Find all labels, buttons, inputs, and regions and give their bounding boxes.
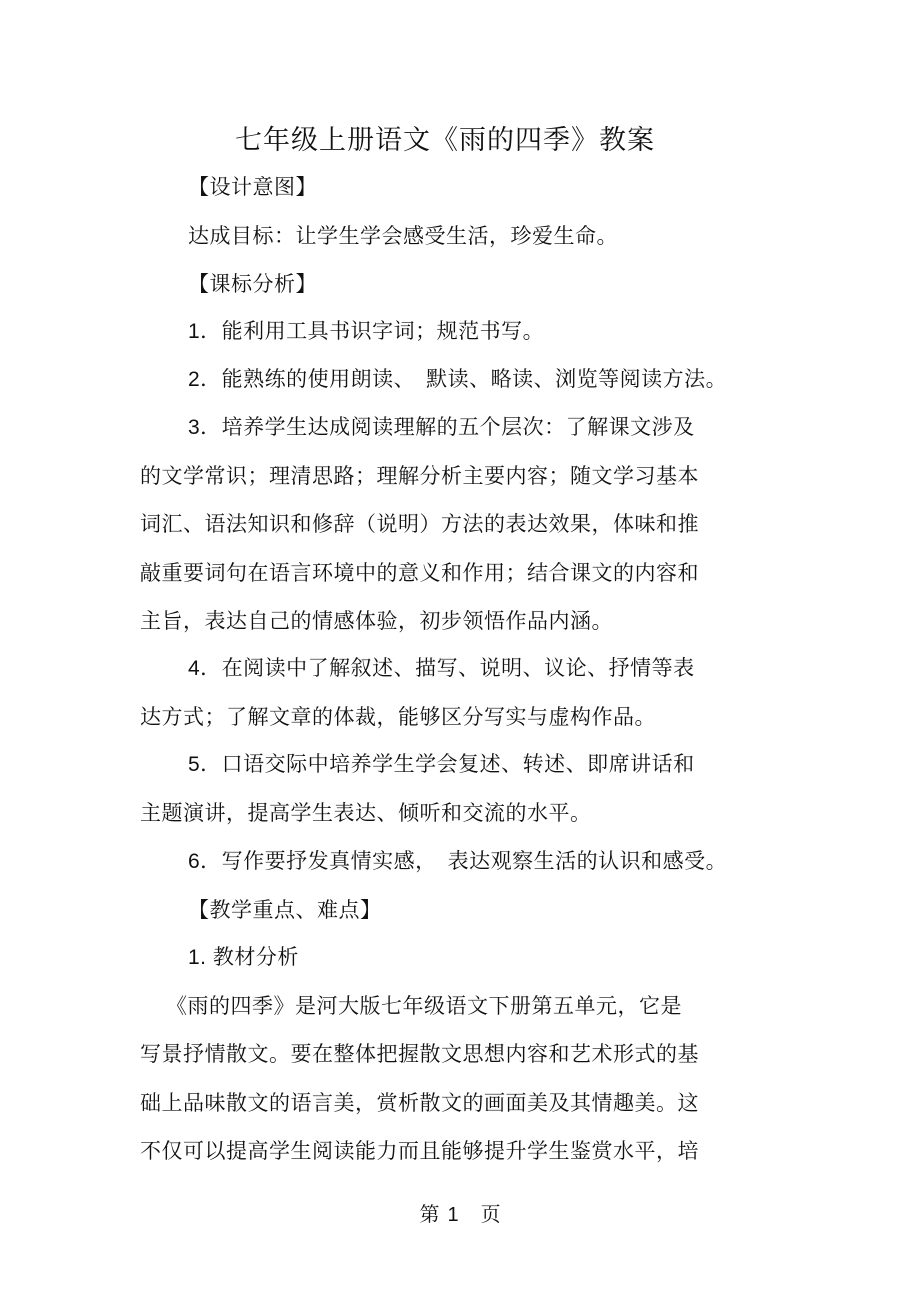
list-item-6: 6．写作要抒发真情实感， 表达观察生活的认识和感受。	[188, 850, 728, 873]
page-number: 1	[447, 1204, 459, 1226]
text-line: 敲重要词句在语言环境中的意义和作用；结合课文的内容和	[140, 561, 699, 585]
text-line: 的文学常识；理清思路；理解分析主要内容；随文学习基本	[140, 464, 699, 488]
list-item-4: 4．在阅读中了解叙述、描写、说明、议论、抒情等表	[188, 657, 695, 680]
section-heading-key-points: 【教学重点、难点】	[188, 898, 382, 922]
footer-prefix: 第	[419, 1202, 440, 1226]
text-line: 不仅可以提高学生阅读能力而且能够提升学生鉴赏水平，培	[140, 1139, 699, 1163]
subsection-heading-material-analysis: 1. 教材分析	[188, 946, 299, 969]
list-item-5: 5．口语交际中培养学生学会复述、转述、即席讲话和	[188, 753, 695, 776]
page-footer	[0, 1202, 920, 1227]
list-item-3: 3．培养学生达成阅读理解的五个层次：了解课文涉及	[188, 416, 695, 439]
text-line: 主旨，表达自己的情感体验，初步领悟作品内涵。	[140, 609, 613, 633]
text-line: 达成目标：让学生学会感受生活，珍爱生命。	[188, 224, 618, 248]
section-heading-design-intent: 【设计意图】	[188, 175, 317, 199]
text-line: 写景抒情散文。要在整体把握散文思想内容和艺术形式的基	[140, 1042, 699, 1066]
text-line: 主题演讲，提高学生表达、倾听和交流的水平。	[140, 801, 592, 825]
text-line: 础上品味散文的语言美，赏析散文的画面美及其情趣美。这	[140, 1091, 699, 1115]
list-item-2: 2．能熟练的使用朗读、 默读、略读、浏览等阅读方法。	[188, 368, 728, 391]
section-heading-curriculum-analysis: 【课标分析】	[188, 272, 317, 296]
text-line: 词汇、语法知识和修辞（说明）方法的表达效果，体味和推	[140, 512, 699, 536]
footer-suffix: 页	[480, 1202, 501, 1226]
document-title: 七年级上册语文《雨的四季》教案	[235, 125, 655, 156]
text-line: 达方式；了解文章的体裁，能够区分写实与虚构作品。	[140, 705, 656, 729]
text-line: 《雨的四季》是河大版七年级语文下册第五单元，它是	[166, 994, 682, 1018]
list-item-1: 1．能利用工具书识字词；规范书写。	[188, 320, 545, 343]
